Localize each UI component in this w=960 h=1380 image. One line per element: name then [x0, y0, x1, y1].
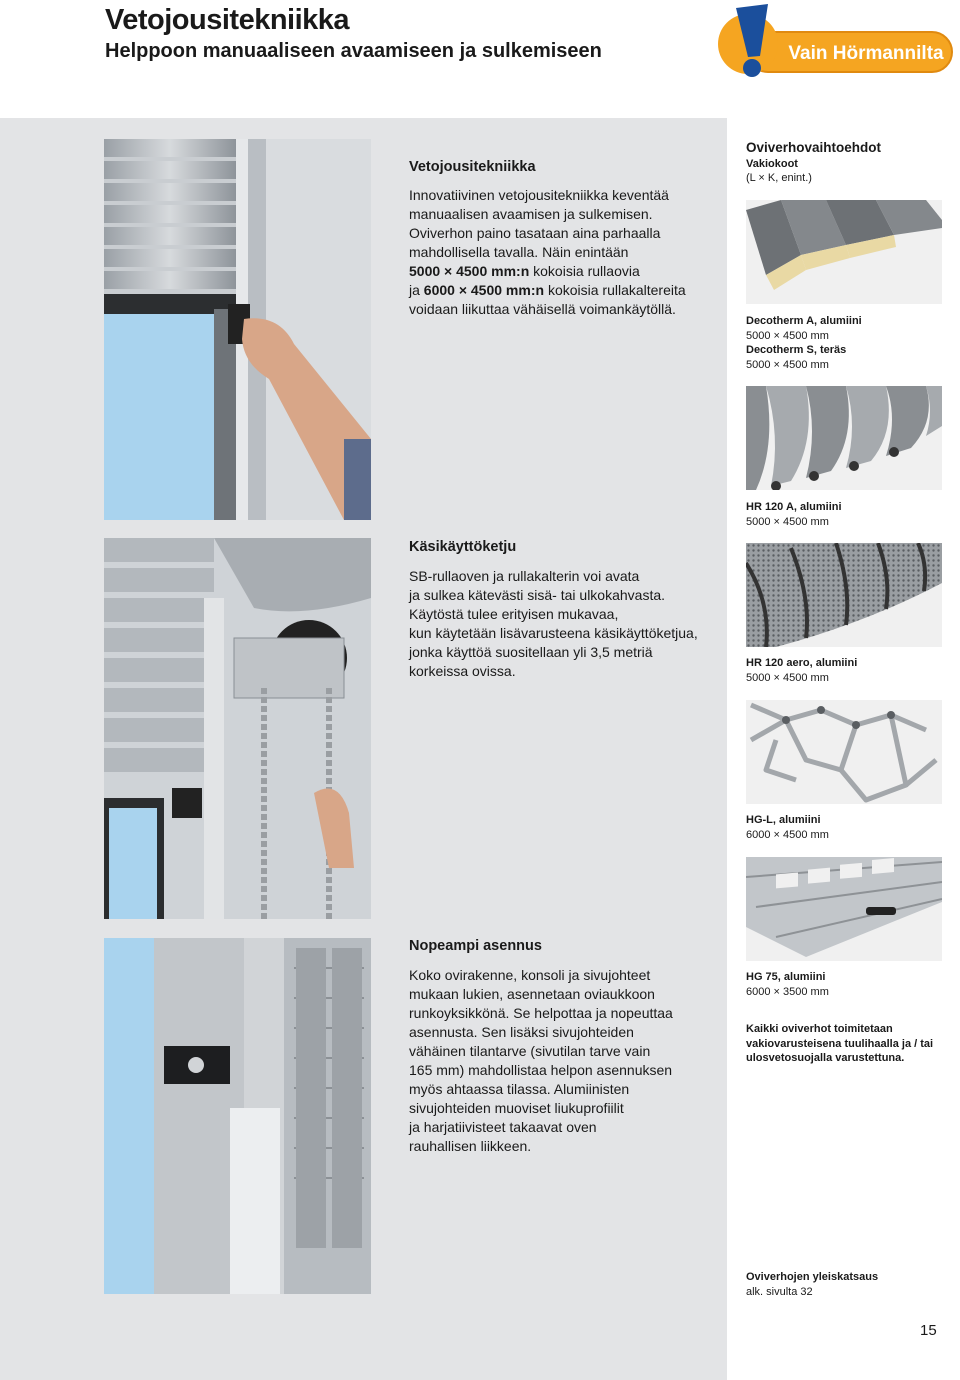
size-highlight: 5000 × 4500 mm:n	[409, 263, 530, 279]
body-line: jonka käyttöä suositellaan yli 3,5 metriä	[409, 644, 653, 660]
body-line: ja harjatiivisteet takaavat oven	[409, 1119, 597, 1135]
overview-page-ref: alk. sivulta 32	[746, 1285, 813, 1298]
overview-reference	[746, 1270, 878, 1299]
option-name: Decotherm A, alumiini	[746, 315, 862, 327]
body-line: kun käytetään lisävarusteena käsikäyttöketjua,	[409, 625, 698, 641]
body-line: Oviverhon paino tasataan aina parhaalla	[409, 225, 661, 241]
caption-decotherm	[746, 314, 862, 372]
body-line: Innovatiivinen vetojousitekniikka keventää	[409, 187, 669, 203]
body-line: runkoyksikkönä. Se helpottaa ja nopeuttaa	[409, 1005, 673, 1021]
section-title-installation: Nopeampi asennus	[409, 938, 542, 954]
section-title-tension-spring: Vetojousitekniikka	[409, 159, 536, 175]
section-body-installation	[409, 966, 719, 1156]
badge-graphic	[718, 2, 958, 82]
body-line: korkeissa ovissa.	[409, 663, 516, 679]
profile-image-hr120-aero	[746, 543, 942, 647]
option-size: 6000 × 3500 mm	[746, 985, 829, 998]
standard-sizes-label: Vakiokoot	[746, 158, 798, 170]
body-line: asennusta. Sen lisäksi sivujohteiden	[409, 1024, 634, 1040]
caption-hg75	[746, 970, 829, 999]
curtain-options-heading: Oviverhovaihtoehdot	[746, 140, 882, 155]
page-number: 15	[920, 1322, 937, 1339]
badge-label: Vain Hörmannilta	[788, 43, 944, 64]
photo-side-guide	[104, 938, 371, 1294]
section-body-tension-spring	[409, 186, 719, 319]
body-line: voidaan liikuttaa vähäisellä voimankäytöllä.	[409, 301, 676, 317]
profile-image-hg75	[746, 857, 942, 961]
hormann-only-badge	[718, 2, 958, 82]
body-line: SB-rullaoven ja rullakalterin voi avata	[409, 568, 640, 584]
option-size: 5000 × 4500 mm	[746, 671, 829, 684]
option-size: 5000 × 4500 mm	[746, 358, 829, 371]
body-line: mukaan lukien, asennetaan oviaukkoon	[409, 986, 655, 1002]
body-line: ja sulkea kätevästi sisä- tai ulkokahvasta.	[409, 587, 666, 603]
option-name: HG-L, alumiini	[746, 814, 821, 826]
body-line: ja	[409, 282, 420, 298]
option-name: HG 75, alumiini	[746, 971, 826, 983]
profile-image-hg-l	[746, 700, 942, 804]
body-line: rauhallisen liikkeen.	[409, 1138, 532, 1154]
section-title-hand-chain: Käsikäyttöketju	[409, 539, 517, 555]
body-line: 165 mm) mahdollistaa helpon asennuksen	[409, 1062, 673, 1078]
caption-hr120a	[746, 500, 842, 529]
overview-title: Oviverhojen yleiskatsaus	[746, 1271, 879, 1283]
page-title: Vetojousitekniikka	[105, 4, 350, 36]
caption-hr120-aero	[746, 656, 857, 685]
profile-image-decotherm	[746, 200, 942, 304]
body-line: myös ahtaassa tilassa. Alumiinisten	[409, 1081, 630, 1097]
size-note: (L × K, enint.)	[746, 172, 812, 184]
option-name: HR 120 A, alumiini	[746, 501, 842, 513]
page-subtitle: Helppoon manuaaliseen avaamiseen ja sulkemiseen	[105, 40, 602, 62]
body-line: vähäinen tilantarve (sivutilan tarve vain	[409, 1043, 651, 1059]
profile-image-hr120a	[746, 386, 942, 490]
body-line: manuaalisen avaamisen ja sulkemisen.	[409, 206, 653, 222]
curtain-options-subheading	[746, 157, 812, 185]
option-size: 6000 × 4500 mm	[746, 828, 829, 841]
wind-lock-note: Kaikki oviverhot toimitetaan vakiovarusteisena tuulihaalla ja / tai ulosvetosuojalla varustettuna.	[746, 1023, 934, 1064]
body-line: kokoisia rullaovia	[533, 263, 640, 279]
option-size: 5000 × 4500 mm	[746, 515, 829, 528]
option-size: 5000 × 4500 mm	[746, 329, 829, 342]
body-line: Koko ovirakenne, konsoli ja sivujohteet	[409, 967, 651, 983]
body-line: Käytöstä tulee erityisen mukavaa,	[409, 606, 619, 622]
body-line: kokoisia rullakaltereita	[547, 282, 686, 298]
option-name: HR 120 aero, alumiini	[746, 657, 858, 669]
size-highlight: 6000 × 4500 mm:n	[423, 282, 545, 298]
option-name: Decotherm S, teräs	[746, 344, 847, 356]
photo-hand-chain	[104, 538, 371, 919]
body-line: mahdollisella tavalla. Näin enintään	[409, 244, 629, 260]
body-line: sivujohteiden muoviset liukuprofiilit	[409, 1100, 624, 1116]
caption-hg-l	[746, 813, 829, 842]
photo-tension-spring	[104, 139, 371, 520]
section-body-hand-chain	[409, 567, 719, 681]
